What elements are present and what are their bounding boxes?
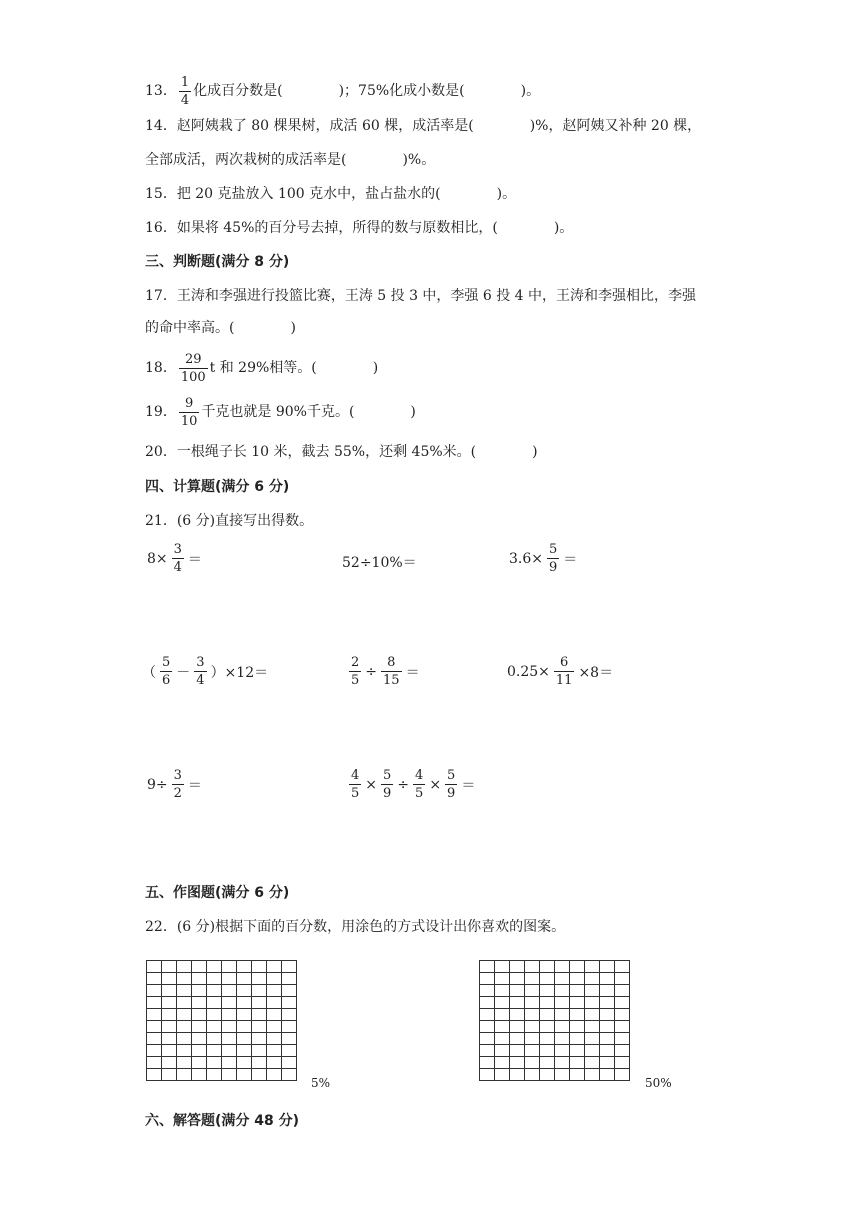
grid-cell[interactable] [207, 985, 222, 997]
grid-cell[interactable] [162, 985, 177, 997]
grid-cell[interactable] [282, 1057, 297, 1069]
grid-cell[interactable] [585, 985, 600, 997]
grid-cell[interactable] [555, 1033, 570, 1045]
grid-cell[interactable] [600, 1009, 615, 1021]
grid-cell[interactable] [162, 973, 177, 985]
grid-cell[interactable] [495, 985, 510, 997]
grid-cell[interactable] [525, 985, 540, 997]
calc-expression-3: 3.6× $\frac{5}{9}$ ＝ [509, 542, 578, 575]
grid-cell[interactable] [177, 973, 192, 985]
grid-cell[interactable] [585, 997, 600, 1009]
grid-cell[interactable] [147, 1009, 162, 1021]
grid-cell[interactable] [162, 961, 177, 973]
grid-cell[interactable] [282, 1009, 297, 1021]
grid-cell[interactable] [282, 985, 297, 997]
question-14-line-2: 全部成活，两次栽树的成活率是( )%。 [145, 152, 436, 168]
grid-cell[interactable] [162, 1009, 177, 1021]
grid-cell[interactable] [222, 973, 237, 985]
grid-cell[interactable] [585, 1045, 600, 1057]
grid-cell[interactable] [282, 1033, 297, 1045]
grid-cell[interactable] [570, 1057, 585, 1069]
grid-cell[interactable] [570, 997, 585, 1009]
grid-cell[interactable] [282, 961, 297, 973]
grid-cell[interactable] [267, 997, 282, 1009]
grid-cell[interactable] [222, 1021, 237, 1033]
grid-2-label: 50% [645, 1076, 672, 1090]
grid-cell[interactable] [480, 1033, 495, 1045]
question-14-line-1: 14．赵阿姨栽了 80 棵果树，成活 60 棵，成活率是( )%，赵阿姨又补种 20 棵， [145, 118, 702, 134]
grid-cell[interactable] [282, 1069, 297, 1081]
grid-cell[interactable] [525, 1033, 540, 1045]
grid-cell[interactable] [192, 985, 207, 997]
grid-cell[interactable] [177, 985, 192, 997]
grid-cell[interactable] [282, 997, 297, 1009]
calc-expression-7: 9÷ $\frac{3}{2}$ ＝ [147, 768, 202, 801]
grid-cell[interactable] [540, 1009, 555, 1021]
grid-cell[interactable] [237, 1057, 252, 1069]
grid-cell[interactable] [555, 1045, 570, 1057]
grid-cell[interactable] [570, 1069, 585, 1081]
grid-cell[interactable] [555, 973, 570, 985]
grid-cell[interactable] [615, 997, 630, 1009]
section-6-heading: 六、解答题(满分 48 分) [145, 1113, 300, 1129]
grid-cell[interactable] [525, 973, 540, 985]
grid-cell[interactable] [510, 1009, 525, 1021]
grid-cell[interactable] [480, 985, 495, 997]
grid-cell[interactable] [600, 1057, 615, 1069]
grid-cell[interactable] [570, 1033, 585, 1045]
grid-cell[interactable] [555, 961, 570, 973]
grid-cell[interactable] [555, 1021, 570, 1033]
question-13 [145, 74, 541, 108]
grid-cell[interactable] [495, 1009, 510, 1021]
grid-cell[interactable] [282, 973, 297, 985]
calc-expression-4: （ $\frac{5}{6}$ － $\frac{3}{4}$ ）×12＝ [142, 655, 269, 688]
grid-cell[interactable] [237, 997, 252, 1009]
grid-cell[interactable] [147, 1045, 162, 1057]
grid-cell[interactable] [615, 1045, 630, 1057]
grid-cell[interactable] [192, 1021, 207, 1033]
grid-cell[interactable] [600, 1021, 615, 1033]
grid-cell[interactable] [147, 1021, 162, 1033]
q13-fraction: $\frac{1}{4}$ [180, 74, 190, 108]
question-16: 16．如果将 45%的百分号去掉，所得的数与原数相比，( )。 [145, 220, 574, 236]
coloring-grid-50-percent[interactable] [479, 960, 630, 1081]
grid-cell[interactable] [222, 1009, 237, 1021]
grid-cell[interactable] [540, 1021, 555, 1033]
grid-cell[interactable] [222, 1069, 237, 1081]
grid-cell[interactable] [570, 1021, 585, 1033]
grid-cell[interactable] [615, 973, 630, 985]
grid-cell[interactable] [162, 1069, 177, 1081]
grid-cell[interactable] [600, 961, 615, 973]
grid-cell[interactable] [540, 1045, 555, 1057]
grid-cell[interactable] [207, 1045, 222, 1057]
grid-cell[interactable] [525, 1057, 540, 1069]
grid-cell[interactable] [222, 1033, 237, 1045]
grid-cell[interactable] [252, 985, 267, 997]
grid-cell[interactable] [237, 961, 252, 973]
grid-cell[interactable] [495, 1033, 510, 1045]
q18-fraction: $\frac{29}{100}$ [180, 351, 206, 385]
grid-cell[interactable] [615, 1009, 630, 1021]
grid-cell[interactable] [525, 1021, 540, 1033]
grid-cell[interactable] [162, 1033, 177, 1045]
grid-cell[interactable] [540, 997, 555, 1009]
grid-cell[interactable] [207, 997, 222, 1009]
grid-cell[interactable] [252, 997, 267, 1009]
grid-cell[interactable] [252, 1009, 267, 1021]
grid-cell[interactable] [615, 961, 630, 973]
grid-cell[interactable] [267, 1069, 282, 1081]
grid-cell[interactable] [600, 997, 615, 1009]
grid-cell[interactable] [177, 1021, 192, 1033]
grid-cell[interactable] [495, 997, 510, 1009]
grid-cell[interactable] [267, 961, 282, 973]
grid-cell[interactable] [207, 1069, 222, 1081]
grid-cell[interactable] [600, 985, 615, 997]
grid-cell[interactable] [237, 1021, 252, 1033]
grid-cell[interactable] [615, 1057, 630, 1069]
grid-cell[interactable] [585, 961, 600, 973]
grid-cell[interactable] [480, 1021, 495, 1033]
grid-cell[interactable] [540, 1069, 555, 1081]
grid-cell[interactable] [495, 1021, 510, 1033]
grid-cell[interactable] [282, 1021, 297, 1033]
grid-cell[interactable] [192, 973, 207, 985]
grid-cell[interactable] [177, 961, 192, 973]
grid-cell[interactable] [510, 1021, 525, 1033]
grid-cell[interactable] [267, 1021, 282, 1033]
grid-cell[interactable] [162, 1021, 177, 1033]
grid-cell[interactable] [510, 997, 525, 1009]
grid-cell[interactable] [192, 1033, 207, 1045]
section-4-heading: 四、计算题(满分 6 分) [145, 479, 290, 495]
grid-cell[interactable] [570, 1009, 585, 1021]
grid-cell[interactable] [510, 973, 525, 985]
grid-cell[interactable] [555, 997, 570, 1009]
question-21: 21．(6 分)直接写出得数。 [145, 513, 314, 529]
grid-cell[interactable] [615, 1033, 630, 1045]
grid-cell[interactable] [540, 961, 555, 973]
grid-cell[interactable] [147, 1069, 162, 1081]
grid-cell[interactable] [147, 997, 162, 1009]
grid-cell[interactable] [600, 973, 615, 985]
grid-cell[interactable] [252, 1021, 267, 1033]
grid-cell[interactable] [570, 961, 585, 973]
grid-cell[interactable] [237, 1033, 252, 1045]
grid-cell[interactable] [525, 961, 540, 973]
grid-cell[interactable] [252, 1045, 267, 1057]
grid-cell[interactable] [510, 1045, 525, 1057]
grid-cell[interactable] [525, 997, 540, 1009]
section-3-heading: 三、判断题(满分 8 分) [145, 254, 290, 270]
grid-cell[interactable] [147, 985, 162, 997]
grid-cell[interactable] [252, 1069, 267, 1081]
grid-cell[interactable] [207, 1009, 222, 1021]
grid-cell[interactable] [600, 1045, 615, 1057]
grid-cell[interactable] [555, 1009, 570, 1021]
grid-cell[interactable] [237, 985, 252, 997]
grid-cell[interactable] [525, 1045, 540, 1057]
question-19: 19． $\frac{9}{10}$ 千克也就是 90%千克。( ) [145, 395, 416, 429]
grid-cell[interactable] [192, 997, 207, 1009]
grid-cell[interactable] [267, 973, 282, 985]
grid-1-label: 5% [311, 1076, 331, 1090]
grid-cell[interactable] [555, 1057, 570, 1069]
grid-cell[interactable] [237, 973, 252, 985]
grid-cell[interactable] [177, 997, 192, 1009]
grid-cell[interactable] [615, 1069, 630, 1081]
grid-cell[interactable] [177, 1057, 192, 1069]
grid-cell[interactable] [222, 997, 237, 1009]
grid-cell[interactable] [540, 1057, 555, 1069]
grid-cell[interactable] [540, 973, 555, 985]
question-17-line-1: 17．王涛和李强进行投篮比赛，王涛 5 投 3 中，李强 6 投 4 中，王涛和李强相比，李强 [145, 288, 697, 304]
grid-cell[interactable] [252, 973, 267, 985]
calc-expression-2: 52÷10%＝ [342, 555, 417, 571]
grid-cell[interactable] [540, 985, 555, 997]
grid-cell[interactable] [495, 1045, 510, 1057]
grid-cell[interactable] [147, 1033, 162, 1045]
grid-cell[interactable] [495, 1057, 510, 1069]
question-17-line-2: 的命中率高。( ) [145, 320, 296, 336]
grid-cell[interactable] [480, 1009, 495, 1021]
grid-cell[interactable] [615, 1021, 630, 1033]
grid-cell[interactable] [480, 1045, 495, 1057]
grid-cell[interactable] [252, 1057, 267, 1069]
grid-cell[interactable] [480, 997, 495, 1009]
grid-cell[interactable] [207, 1033, 222, 1045]
grid-cell[interactable] [222, 961, 237, 973]
calc-expression-1: 8× $\frac{3}{4}$ ＝ [147, 542, 202, 575]
grid-cell[interactable] [162, 1057, 177, 1069]
grid-cell[interactable] [162, 997, 177, 1009]
question-20: 20．一根绳子长 10 米，截去 55%，还剩 45%米。( ) [145, 444, 538, 460]
grid-cell[interactable] [207, 961, 222, 973]
grid-cell[interactable] [222, 1045, 237, 1057]
grid-cell[interactable] [222, 1057, 237, 1069]
calc-expression-6: 0.25× $\frac{6}{11}$ ×8＝ [507, 655, 614, 688]
grid-cell[interactable] [192, 961, 207, 973]
grid-cell[interactable] [267, 1009, 282, 1021]
grid-cell[interactable] [480, 961, 495, 973]
grid-cell[interactable] [237, 1009, 252, 1021]
grid-cell[interactable] [252, 1033, 267, 1045]
q13-text: 化成百分数是( )；75%化成小数是( )。 [193, 83, 541, 99]
grid-cell[interactable] [510, 1069, 525, 1081]
grid-cell[interactable] [267, 985, 282, 997]
grid-cell[interactable] [585, 1069, 600, 1081]
grid-cell[interactable] [480, 1069, 495, 1081]
grid-cell[interactable] [267, 1057, 282, 1069]
grid-cell[interactable] [555, 1069, 570, 1081]
grid-cell[interactable] [585, 973, 600, 985]
grid-cell[interactable] [147, 1057, 162, 1069]
grid-cell[interactable] [267, 1033, 282, 1045]
grid-cell[interactable] [585, 1033, 600, 1045]
grid-cell[interactable] [600, 1033, 615, 1045]
q13-number: 13． [145, 83, 177, 99]
grid-cell[interactable] [525, 1009, 540, 1021]
grid-cell[interactable] [282, 1045, 297, 1057]
grid-cell[interactable] [162, 1045, 177, 1057]
calc-expression-8: $\frac{4}{5}$ × $\frac{5}{9}$ ÷ $\frac{4}{5}$ × $\frac{5}{9}$ ＝ [351, 768, 476, 801]
grid-cell[interactable] [495, 973, 510, 985]
grid-cell[interactable] [510, 985, 525, 997]
grid-cell[interactable] [600, 1069, 615, 1081]
grid-cell[interactable] [252, 961, 267, 973]
grid-cell[interactable] [495, 961, 510, 973]
grid-cell[interactable] [207, 1021, 222, 1033]
section-5-heading: 五、作图题(满分 6 分) [145, 885, 290, 901]
grid-cell[interactable] [570, 1045, 585, 1057]
grid-cell[interactable] [267, 1045, 282, 1057]
grid-cell[interactable] [495, 1069, 510, 1081]
question-18: 18． $\frac{29}{100}$ t 和 29%相等。( ) [145, 351, 379, 385]
grid-cell[interactable] [177, 1045, 192, 1057]
grid-cell[interactable] [237, 1045, 252, 1057]
grid-cell[interactable] [192, 1069, 207, 1081]
grid-cell[interactable] [570, 985, 585, 997]
q19-fraction: $\frac{9}{10}$ [180, 395, 198, 429]
grid-cell[interactable] [147, 973, 162, 985]
coloring-grid-5-percent[interactable] [146, 960, 297, 1081]
grid-cell[interactable] [480, 973, 495, 985]
grid-cell[interactable] [510, 1033, 525, 1045]
grid-cell[interactable] [585, 1009, 600, 1021]
grid-cell[interactable] [615, 985, 630, 997]
grid-cell[interactable] [480, 1057, 495, 1069]
grid-cell[interactable] [510, 961, 525, 973]
calc-expression-5: $\frac{2}{5}$ ÷ $\frac{8}{15}$ ＝ [351, 655, 420, 688]
question-15: 15．把 20 克盐放入 100 克水中，盐占盐水的( )。 [145, 186, 517, 202]
grid-cell[interactable] [237, 1069, 252, 1081]
grid-cell[interactable] [177, 1033, 192, 1045]
grid-cell[interactable] [147, 961, 162, 973]
grid-cell[interactable] [540, 1033, 555, 1045]
grid-cell[interactable] [192, 1057, 207, 1069]
grid-cell[interactable] [207, 1057, 222, 1069]
grid-cell[interactable] [570, 973, 585, 985]
grid-cell[interactable] [525, 1069, 540, 1081]
grid-cell[interactable] [207, 973, 222, 985]
grid-cell[interactable] [177, 1069, 192, 1081]
grid-cell[interactable] [222, 985, 237, 997]
grid-cell[interactable] [177, 1009, 192, 1021]
grid-cell[interactable] [192, 1045, 207, 1057]
grid-cell[interactable] [510, 1057, 525, 1069]
grid-cell[interactable] [585, 1057, 600, 1069]
grid-cell[interactable] [192, 1009, 207, 1021]
question-22: 22．(6 分)根据下面的百分数，用涂色的方式设计出你喜欢的图案。 [145, 919, 566, 935]
grid-cell[interactable] [585, 1021, 600, 1033]
grid-cell[interactable] [555, 985, 570, 997]
